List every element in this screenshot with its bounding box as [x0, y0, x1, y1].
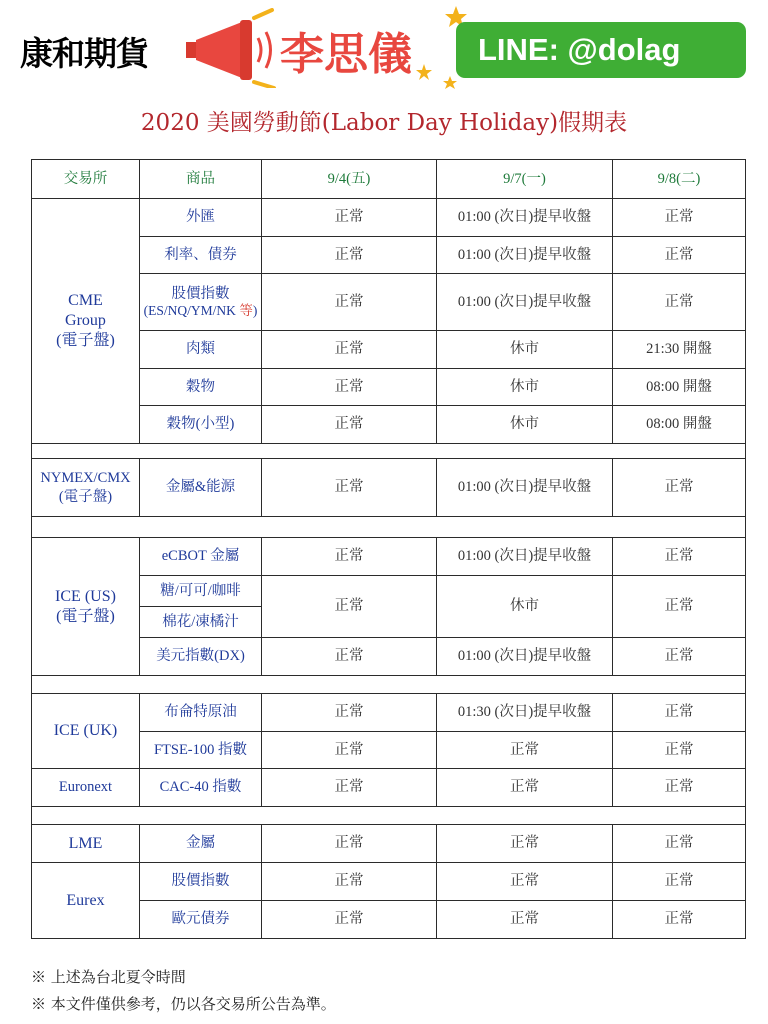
status-cell: 正常 [262, 901, 437, 939]
product-cell: 肉類 [140, 331, 262, 369]
status-cell: 01:00 (次日)提早收盤 [437, 538, 613, 576]
product-cell: 穀物(小型) [140, 406, 262, 444]
status-cell: 正常 [262, 459, 437, 517]
status-cell: 正常 [613, 825, 746, 863]
status-cell: 正常 [613, 538, 746, 576]
status-cell: 正常 [437, 825, 613, 863]
status-cell: 正常 [437, 732, 613, 769]
table-row [32, 732, 746, 769]
product-cell: CAC-40 指數 [140, 769, 262, 807]
product-cell: eCBOT 金屬 [140, 538, 262, 576]
status-cell: 01:00 (次日)提早收盤 [437, 459, 613, 517]
status-cell: 01:00 (次日)提早收盤 [437, 274, 613, 331]
status-cell: 正常 [613, 769, 746, 807]
status-cell: 08:00 開盤 [613, 369, 746, 406]
column-header: 9/8(二) [613, 160, 746, 199]
status-cell: 正常 [262, 576, 437, 638]
product-cell: 利率、債券 [140, 237, 262, 274]
table-row [32, 576, 746, 607]
column-header: 9/7(一) [437, 160, 613, 199]
status-cell: 正常 [262, 237, 437, 274]
exchange-cell [32, 199, 140, 444]
spacer-row [32, 517, 746, 538]
status-cell: 正常 [262, 199, 437, 237]
product-cell: 糖/可可/咖啡 [140, 576, 262, 607]
table-row [32, 237, 746, 274]
footnote: ※ 上述為台北夏令時間 [31, 968, 186, 986]
status-cell: 正常 [437, 769, 613, 807]
status-cell: 01:30 (次日)提早收盤 [437, 694, 613, 732]
product-cell: 金屬&能源 [140, 459, 262, 517]
exchange-name: Group [65, 312, 106, 329]
table-row [32, 274, 746, 331]
agent-name: 李思儀 [280, 29, 412, 80]
status-cell: 正常 [613, 901, 746, 939]
product-detail: (ES/NQ/YM/NK 等) [143, 302, 258, 318]
table-row [32, 199, 746, 237]
status-cell: 21:30 開盤 [613, 331, 746, 369]
status-cell: 正常 [613, 732, 746, 769]
product-cell: 股價指數 [140, 863, 262, 901]
table-row [32, 901, 746, 939]
status-cell: 休市 [437, 576, 613, 638]
product-cell: 金屬 [140, 825, 262, 863]
status-cell: 正常 [613, 576, 746, 638]
status-cell: 正常 [262, 638, 437, 676]
product-cell: FTSE-100 指數 [140, 732, 262, 769]
product-cell: 外匯 [140, 199, 262, 237]
megaphone-icon [182, 8, 282, 88]
status-cell: 正常 [613, 863, 746, 901]
column-header: 商品 [140, 160, 262, 199]
exchange-cell: Euronext [32, 769, 140, 807]
table-row [32, 406, 746, 444]
status-cell: 正常 [262, 825, 437, 863]
table-row [32, 694, 746, 732]
document-title: 2020 美國勞動節(Labor Day Holiday)假期表 [140, 110, 628, 136]
table-row [32, 538, 746, 576]
exchange-name: NYMEX/CMX [40, 470, 131, 487]
status-cell: 01:00 (次日)提早收盤 [437, 199, 613, 237]
exchange-note: (電子盤) [56, 332, 115, 349]
brand-logo: 康和期貨 [20, 34, 148, 73]
status-cell: 正常 [437, 863, 613, 901]
table-row [32, 769, 746, 807]
table-header-row [32, 160, 746, 199]
spacer-row [32, 444, 746, 459]
product-cell: 棉花/凍橘汁 [140, 607, 262, 638]
table-row [32, 638, 746, 676]
status-cell: 正常 [437, 901, 613, 939]
status-cell: 休市 [437, 369, 613, 406]
status-cell: 正常 [262, 769, 437, 807]
footnotes [31, 964, 336, 1018]
status-cell: 08:00 開盤 [613, 406, 746, 444]
product-cell: 布侖特原油 [140, 694, 262, 732]
status-cell: 休市 [437, 331, 613, 369]
spacer-row [32, 807, 746, 825]
status-cell: 01:00 (次日)提早收盤 [437, 638, 613, 676]
line-contact-button[interactable] [456, 22, 746, 78]
status-cell: 正常 [262, 732, 437, 769]
column-header: 9/4(五) [262, 160, 437, 199]
table-row [32, 863, 746, 901]
status-cell: 正常 [613, 694, 746, 732]
status-cell: 正常 [262, 694, 437, 732]
column-header: 交易所 [32, 160, 140, 199]
exchange-cell [32, 538, 140, 676]
status-cell: 01:00 (次日)提早收盤 [437, 237, 613, 274]
exchange-cell: LME [32, 825, 140, 863]
status-cell: 正常 [613, 199, 746, 237]
product-cell [140, 274, 262, 331]
product-cell: 穀物 [140, 369, 262, 406]
status-cell: 正常 [613, 638, 746, 676]
exchange-note: (電子盤) [56, 607, 115, 625]
product-name: 股價指數 [171, 285, 230, 302]
table-row [32, 825, 746, 863]
product-cell: 歐元債券 [140, 901, 262, 939]
status-cell: 正常 [262, 274, 437, 331]
footnote: ※ 本文件僅供參考，仍以各交易所公告為準。 [31, 995, 336, 1013]
exchange-note: (電子盤) [58, 488, 113, 505]
product-cell: 美元指數(DX) [140, 638, 262, 676]
exchange-cell [32, 459, 140, 517]
exchange-cell: ICE (UK) [32, 694, 140, 769]
holiday-schedule-table [31, 159, 746, 939]
spacer-row [32, 676, 746, 694]
exchange-name: CME [68, 292, 103, 309]
status-cell: 正常 [262, 331, 437, 369]
status-cell: 正常 [262, 369, 437, 406]
status-cell: 正常 [262, 406, 437, 444]
table-row [32, 331, 746, 369]
status-cell: 正常 [613, 459, 746, 517]
table-row [32, 369, 746, 406]
status-cell: 正常 [613, 274, 746, 331]
exchange-cell: Eurex [32, 863, 140, 939]
table-row [32, 459, 746, 517]
status-cell: 休市 [437, 406, 613, 444]
status-cell: 正常 [262, 863, 437, 901]
exchange-name: ICE (US) [55, 587, 116, 605]
line-contact-label: LINE: @dolag [478, 32, 681, 67]
status-cell: 正常 [613, 237, 746, 274]
status-cell: 正常 [262, 538, 437, 576]
